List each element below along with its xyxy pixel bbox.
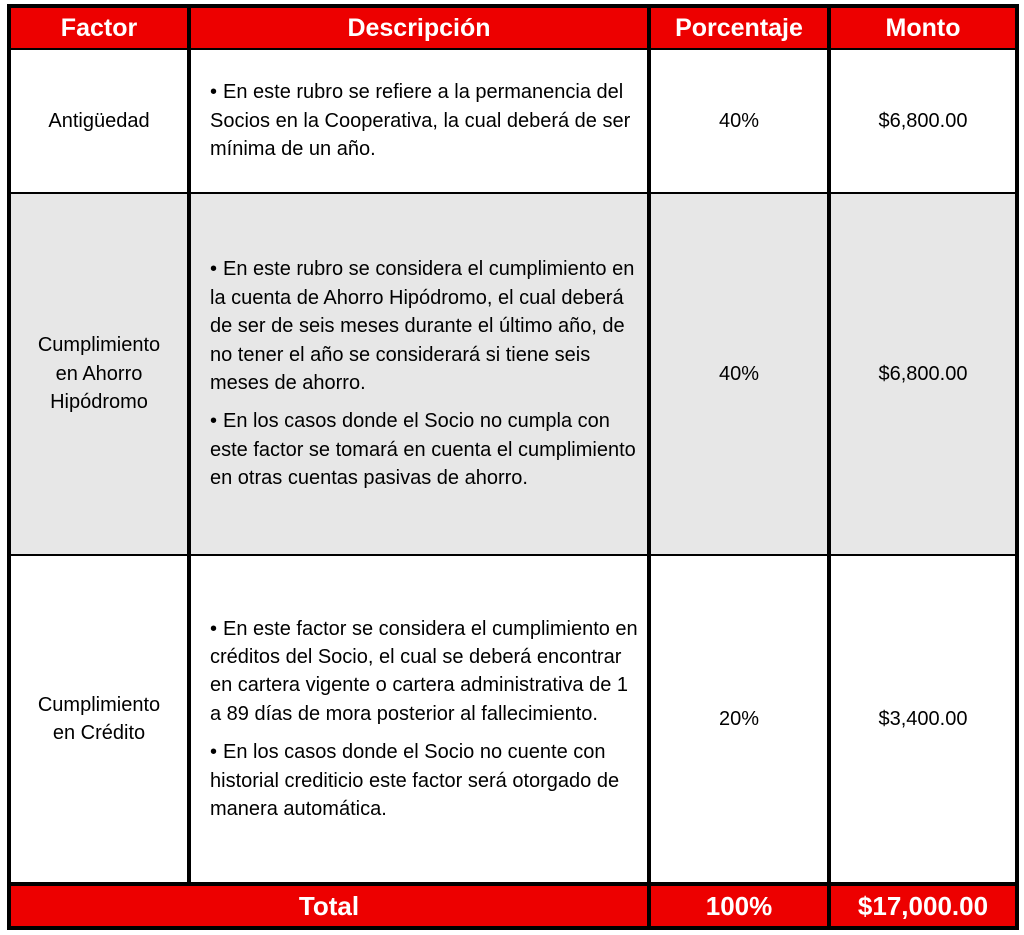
row-3-description	[191, 556, 647, 882]
bullet-icon: •	[210, 258, 218, 281]
row-1-porcentaje-value: 40%	[718, 109, 760, 132]
bullet-item	[210, 255, 639, 397]
bullet-text: En este rubro se considera el cumplimiento en la cuenta de Ahorro Hipódromo, el cual deberá de ser de seis meses durante el último año, de no tener el año se considerará si tiene seis meses de ahorro.	[210, 258, 635, 394]
header-monto-label: Monto	[885, 13, 961, 42]
bullet-text: En este rubro se refiere a la permanencia del Socios en la Cooperativa, la cual deberá de ser mínima de un año.	[210, 81, 631, 161]
total-monto-cell	[831, 886, 1015, 926]
header-descripcion-label: Descripción	[347, 13, 491, 42]
factor-table	[7, 4, 1019, 930]
total-label-cell	[11, 886, 647, 926]
row-2-factor	[11, 194, 187, 554]
header-factor	[11, 8, 187, 48]
row-1-porcentaje	[651, 50, 827, 192]
bullet-text: En los casos donde el Socio no cumpla con este factor se tomará en cuenta el cumplimiento en otras cuentas pasivas de ahorro.	[210, 410, 636, 490]
bullet-text: En este factor se considera el cumplimiento en créditos del Socio, el cual se deberá encontrar en cartera vigente o cartera administrativa de 1 a 89 días de mora posterior al fallecimiento.	[210, 617, 638, 725]
header-factor-label: Factor	[60, 13, 138, 42]
bullet-item	[210, 78, 639, 163]
header-porcentaje-label: Porcentaje	[675, 13, 803, 42]
bullet-icon: •	[210, 741, 218, 764]
header-descripcion	[191, 8, 647, 48]
row-3-monto	[831, 556, 1015, 882]
row-2-porcentaje-value: 40%	[718, 362, 760, 385]
row-1-factor	[11, 50, 187, 192]
bullet-icon: •	[210, 81, 218, 104]
bullet-text: En los casos donde el Socio no cuente con historial crediticio este factor será otorgado de manera automática.	[210, 741, 620, 820]
row-3-factor-label: Cumplimiento en Crédito	[37, 693, 161, 744]
row-1-factor-label: Antigüedad	[48, 109, 150, 132]
row-1-monto-value: $6,800.00	[878, 109, 968, 132]
header-porcentaje	[651, 8, 827, 48]
row-3-factor	[11, 556, 187, 882]
row-2-monto	[831, 194, 1015, 554]
total-label: Total	[298, 890, 360, 921]
row-1-monto	[831, 50, 1015, 192]
row-1-description	[191, 50, 647, 192]
total-monto: $17,000.00	[857, 890, 989, 921]
row-2-monto-value: $6,800.00	[878, 362, 968, 385]
header-monto	[831, 8, 1015, 48]
bullet-item	[210, 615, 639, 729]
row-3-monto-value: $3,400.00	[878, 707, 968, 730]
total-porcentaje-cell	[651, 886, 827, 926]
row-2-porcentaje	[651, 194, 827, 554]
bullet-item	[210, 738, 639, 823]
row-3-porcentaje-value: 20%	[718, 707, 760, 730]
row-2-factor-label: Cumplimiento en Ahorro Hipódromo	[37, 334, 161, 414]
bullet-icon: •	[210, 410, 218, 433]
bullet-item	[210, 407, 639, 492]
total-porcentaje: 100%	[705, 890, 773, 921]
row-3-porcentaje	[651, 556, 827, 882]
bullet-icon: •	[210, 617, 218, 640]
row-2-description	[191, 194, 647, 554]
